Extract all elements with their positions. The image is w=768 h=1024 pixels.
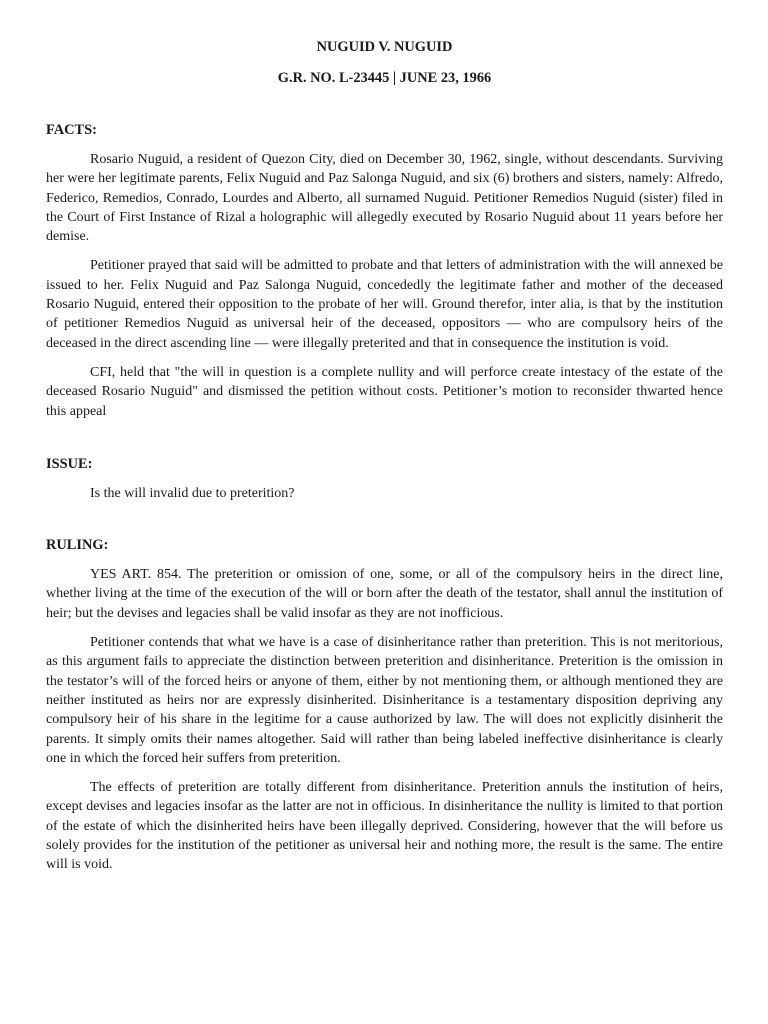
ruling-paragraph: The effects of preterition are totally different from disinheritance. Preterition annuls the institution of heirs, except devises and legacies insofar as the latter are not in officious. In disinheritance the nullity is limited to that portion of the estate of which the disinherited heirs have been illegally deprived. Considering, however that the will before us solely provides for the institution of the petitioner as universal heir and nothing more, the result is the same. The entire will is void. [46,780,723,873]
document-page [46,38,723,885]
ruling-paragraph: Petitioner contends that what we have is a case of disinheritance rather than preterition. This is not meritorious, as this argument fails to appreciate the distinction between preterition and disinheritance. Preterition is the omission in the testator’s will of the forced heirs or anyone of them, either by not mentioning them, or although mentioned they are neither instituted as heirs nor are expressly disinherited. Disinheritance is a testamentary disposition depriving any compulsory heir of his share in the legitime for a cause authorized by law. The will does not explicitly disinherit the parents. It simply omits their names altogether. Said will rather than being labeled ineffective disinheritance is clearly one in which the forced heir suffers from preterition. [46,635,723,766]
ruling-paragraph: YES ART. 854. The preterition or omission of one, some, or all of the compulsory heirs in the direct line, whether living at the time of the execution of the will or born after the death of the testator, shall annul the institution of heir; but the devises and legacies shall be valid insofar as they are not inofficious. [46,567,723,621]
facts-heading: FACTS: [46,122,97,138]
case-number: G.R. NO. L-23445 | JUNE 23, 1966 [277,70,492,86]
ruling-heading: RULING: [46,537,109,554]
facts-paragraph: Rosario Nuguid, a resident of Quezon City, died on December 30, 1962, single, without descendants. Surviving her were her legitimate parents, Felix Nuguid and Paz Salonga Nuguid, and six (6) brothers and sisters, namely: Alfredo, Federico, Remedios, Conrado, Lourdes and Alberto, all surnamed Nuguid. Petitioner Remedios Nuguid (sister) filed in the Court of First Instance of Rizal a holographic will allegedly executed by Rosario Nuguid about 11 years before her demise. [46,152,723,245]
facts-paragraph: CFI, held that "the will in question is a complete nullity and will perforce create intestacy of the estate of the deceased Rosario Nuguid" and dismissed the petition without costs. Petitioner’s motion to reconsider thwarted hence this appeal [46,364,723,419]
issue-heading: ISSUE: [46,455,93,472]
issue-question: Is the will invalid due to preterition? [90,485,295,501]
facts-paragraph: Petitioner prayed that said will be admitted to probate and that letters of administration with the will annexed be issued to her. Felix Nuguid and Paz Salonga Nuguid, concededly the legitimate father and mother of the deceased Rosario Nuguid, entered their opposition to the probate of her will. Ground therefor, inter alia, is that by the institution of petitioner Remedios Nuguid as universal heir of the deceased, oppositors — who are compulsory heirs of the deceased in the direct ascending line — were illegally preterited and that in consequence the institution is void. [46,258,723,351]
case-title: NUGUID V. NUGUID [316,39,453,55]
